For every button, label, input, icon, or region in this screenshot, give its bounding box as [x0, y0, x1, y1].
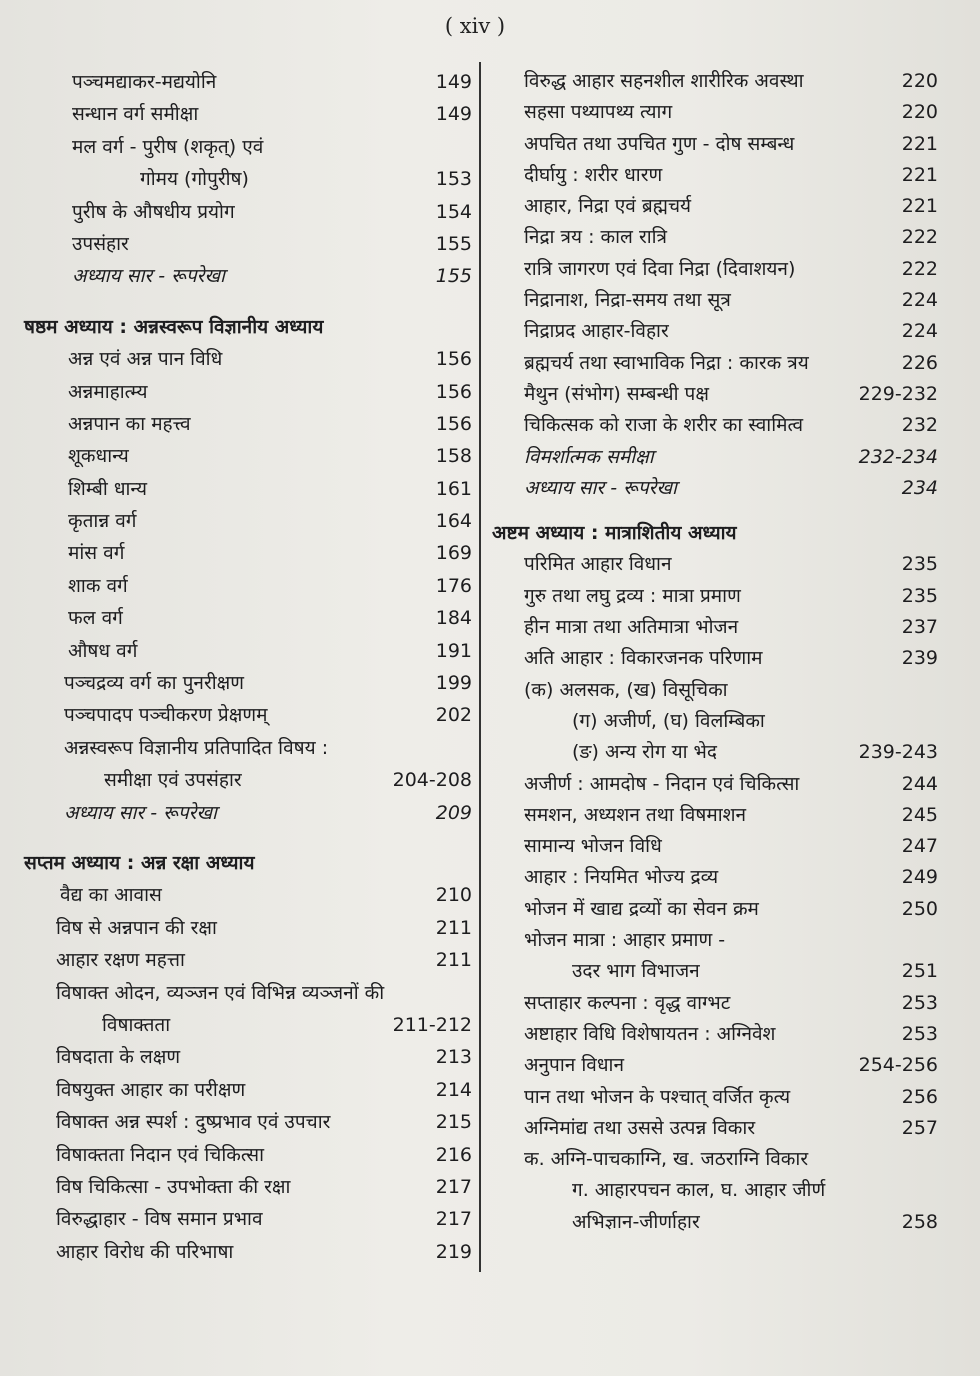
toc-entry: [492, 66, 938, 97]
toc-entry-title: विषयुक्त आहार का परीक्षण: [56, 1078, 246, 1101]
section-gap: [492, 504, 938, 518]
toc-entry: [40, 602, 472, 634]
right-column: [492, 66, 938, 1238]
toc-entry-page: 258: [901, 1210, 938, 1233]
toc-entry-page: 224: [901, 320, 938, 343]
toc-entry-title: दीर्घायु : शरीर धारण: [524, 163, 663, 186]
chapter-heading: [24, 847, 472, 879]
toc-entry-page: 164: [435, 510, 472, 533]
toc-entry-page: 211: [435, 949, 472, 972]
toc-entry: [492, 831, 938, 862]
toc-entry-title: शूकधान्य: [68, 445, 129, 468]
toc-entry: [40, 797, 472, 829]
toc-entry: [40, 66, 472, 98]
toc-entry: [492, 410, 938, 441]
toc-entry-title: पञ्चपादप पञ्चीकरण प्रेक्षणम्: [64, 704, 268, 727]
toc-entry: [40, 1041, 472, 1073]
toc-entry-title: अध्याय सार - रूपरेखा: [524, 476, 677, 499]
toc-entry: [492, 1019, 938, 1050]
toc-entry: [492, 1175, 938, 1206]
toc-entry-page: 191: [435, 639, 472, 662]
toc-entry-title: भोजन मात्रा : आहार प्रमाण -: [524, 929, 726, 952]
toc-entry-page: 217: [435, 1175, 472, 1198]
toc-entry-page: 202: [435, 704, 472, 727]
toc-entry-page: 220: [901, 101, 938, 124]
toc-entry-page: 169: [435, 542, 472, 565]
toc-entry: [40, 699, 472, 731]
toc-entry: [492, 1082, 938, 1113]
toc-entry: [492, 285, 938, 316]
toc-entry-page: 221: [901, 132, 938, 155]
toc-entry-title: ग. आहारपचन काल, घ. आहार जीर्ण: [572, 1179, 826, 1202]
toc-entry: [40, 196, 472, 228]
toc-entry: [492, 316, 938, 347]
toc-entry: [40, 570, 472, 602]
toc-entry-title: सप्ताहार कल्पना : वृद्ध वाग्भट: [524, 991, 731, 1014]
toc-entry-title: समशन, अध्यशन तथा विषमाशन: [524, 803, 747, 826]
toc-entry-title: विरुद्धाहार - विष समान प्रभाव: [56, 1208, 263, 1231]
toc-entry-title: अग्निमांद्य तथा उससे उत्पन्न विकार: [524, 1116, 756, 1139]
toc-entry: [492, 129, 938, 160]
toc-entry-title: अति आहार : विकारजनक परिणाम: [524, 647, 763, 670]
left-column: [24, 66, 472, 1268]
toc-entry: [40, 98, 472, 130]
toc-entry: [40, 635, 472, 667]
toc-entry-page: 253: [901, 991, 938, 1014]
toc-entry: [40, 667, 472, 699]
toc-entry-page: 149: [435, 103, 472, 126]
toc-entry: [40, 764, 472, 796]
toc-entry-title: ब्रह्मचर्य तथा स्वाभाविक निद्रा : कारक त्रय: [524, 351, 809, 374]
toc-entry: [492, 348, 938, 379]
toc-entry-page: 209: [435, 801, 472, 824]
chapter-heading: [24, 311, 472, 343]
toc-entry-title: निद्रानाश, निद्रा-समय तथा सूत्र: [524, 289, 731, 312]
page-number: ( xiv ): [444, 14, 506, 38]
toc-entry: [40, 944, 472, 976]
toc-entry: [492, 160, 938, 191]
toc-entry-page: 257: [901, 1116, 938, 1139]
toc-entry: [492, 925, 938, 956]
toc-entry-page: 234: [901, 476, 938, 499]
toc-entry-page: 232: [901, 414, 938, 437]
toc-entry-page: 239-243: [858, 741, 938, 764]
toc-entry-title: शिम्बी धान्य: [68, 477, 148, 500]
toc-entry-page: 239: [901, 647, 938, 670]
toc-entry: [40, 732, 472, 764]
toc-entry: [492, 737, 938, 768]
toc-entry: [40, 1203, 472, 1235]
toc-entry: [492, 254, 938, 285]
toc-entry-title: औषध वर्ग: [68, 639, 138, 662]
toc-entry: [492, 894, 938, 925]
toc-entry-page: 220: [901, 70, 938, 92]
toc-entry-title: (ग) अजीर्ण, (घ) विलम्बिका: [572, 709, 765, 732]
toc-entry-page: 215: [435, 1111, 472, 1134]
toc-entry-page: 204-208: [392, 769, 472, 792]
toc-entry: [492, 769, 938, 800]
toc-entry-title: मैथुन (संभोग) सम्बन्धी पक्ष: [524, 382, 709, 405]
toc-entry-title: अष्टाहार विधि विशेषायतन : अग्निवेश: [524, 1022, 776, 1045]
toc-entry-page: 219: [435, 1240, 472, 1263]
toc-entry-title: रात्रि जागरण एवं दिवा निद्रा (दिवाशयन): [524, 257, 796, 280]
toc-entry-title: विषाक्तता: [102, 1013, 171, 1036]
toc-entry: [40, 131, 472, 163]
toc-entry-title: फल वर्ग: [68, 607, 123, 630]
toc-entry-title: अन्नस्वरूप विज्ञानीय प्रतिपादित विषय :: [64, 736, 329, 759]
section-gap: [40, 829, 472, 847]
toc-entry-title: विमर्शात्मक समीक्षा: [524, 445, 654, 468]
toc-entry-page: 235: [901, 584, 938, 607]
toc-entry-page: 224: [901, 289, 938, 312]
toc-entry-title: अजीर्ण : आमदोष - निदान एवं चिकित्सा: [524, 772, 800, 795]
toc-entry-page: 154: [435, 200, 472, 223]
toc-entry: [40, 440, 472, 472]
toc-entry: [492, 442, 938, 473]
toc-entry-page: 250: [901, 897, 938, 920]
section-gap: [40, 293, 472, 311]
toc-entry-title: विष चिकित्सा - उपभोक्ता की रक्षा: [56, 1175, 291, 1198]
toc-entry-page: 184: [435, 607, 472, 630]
toc-entry-title: विरुद्ध आहार सहनशील शारीरिक अवस्था: [524, 70, 804, 92]
toc-entry-page: 256: [901, 1085, 938, 1108]
toc-entry-title: आहार रक्षण महत्ता: [56, 949, 185, 972]
toc-entry-title: शाक वर्ग: [68, 574, 128, 597]
toc-entry: [40, 1074, 472, 1106]
toc-entry-page: 222: [901, 226, 938, 249]
toc-entry-title: आहार, निद्रा एवं ब्रह्मचर्य: [524, 195, 692, 218]
toc-entry-title: क. अग्नि-पाचकाग्नि, ख. जठराग्नि विकार: [524, 1148, 809, 1171]
toc-entry: [492, 800, 938, 831]
toc-entry-title: अष्टम अध्याय : मात्राशितीय अध्याय: [492, 522, 737, 545]
toc-entry-page: 153: [435, 168, 472, 191]
toc-entry-page: 161: [435, 477, 472, 500]
toc-entry-page: 158: [435, 445, 472, 468]
toc-entry-title: पुरीष के औषधीय प्रयोग: [72, 200, 235, 223]
toc-entry-title: षष्ठम अध्याय : अन्नस्वरूप विज्ञानीय अध्याय: [24, 315, 324, 338]
toc-entry-page: 249: [901, 866, 938, 889]
toc-entry: [492, 222, 938, 253]
toc-entry-title: विषाक्त ओदन, व्यञ्जन एवं विभिन्न व्यञ्जनों की: [56, 981, 385, 1004]
column-divider: [479, 62, 481, 1272]
toc-entry-page: 251: [901, 960, 938, 983]
toc-entry: [40, 228, 472, 260]
toc-entry-page: 244: [901, 772, 938, 795]
toc-entry: [40, 376, 472, 408]
toc-entry: [40, 912, 472, 944]
toc-entry-title: अनुपान विधान: [524, 1054, 624, 1077]
toc-entry-page: 222: [901, 257, 938, 280]
toc-entry: [492, 97, 938, 128]
toc-entry: [40, 1009, 472, 1041]
toc-entry: [40, 977, 472, 1009]
toc-entry-title: अन्नपान का महत्त्व: [68, 412, 191, 435]
toc-entry-title: समीक्षा एवं उपसंहार: [104, 769, 242, 792]
toc-entry: [492, 1207, 938, 1238]
toc-entry-title: (क) अलसक, (ख) विसूचिका: [524, 678, 728, 701]
toc-entry-page: 229-232: [858, 382, 938, 405]
toc-entry-title: अन्न एवं अन्न पान विधि: [68, 348, 223, 371]
toc-entry-page: 211-212: [392, 1013, 472, 1036]
toc-entry: [40, 260, 472, 292]
toc-entry: [492, 643, 938, 674]
toc-entry-page: 237: [901, 616, 938, 639]
toc-entry-title: सन्धान वर्ग समीक्षा: [72, 103, 199, 126]
toc-entry-page: 156: [435, 412, 472, 435]
toc-entry-page: 210: [435, 884, 472, 907]
toc-entry-title: परिमित आहार विधान: [524, 553, 672, 576]
toc-entry-title: कृतान्न वर्ग: [68, 510, 137, 533]
toc-entry: [492, 988, 938, 1019]
toc-entry-page: 235: [901, 553, 938, 576]
toc-entry: [492, 1050, 938, 1081]
toc-entry-page: 199: [435, 672, 472, 695]
toc-entry-title: आहार विरोध की परिभाषा: [56, 1240, 234, 1263]
toc-entry: [40, 1106, 472, 1138]
toc-entry-title: अध्याय सार - रूपरेखा: [72, 265, 225, 288]
toc-entry-title: गोमय (गोपुरीष): [140, 168, 249, 191]
toc-entry-title: सहसा पथ्यापथ्य त्याग: [524, 101, 673, 124]
toc-entry-page: 214: [435, 1078, 472, 1101]
toc-entry-page: 156: [435, 348, 472, 371]
toc-entry: [492, 706, 938, 737]
toc-entry: [40, 1236, 472, 1268]
toc-entry-page: 253: [901, 1022, 938, 1045]
toc-entry-page: 221: [901, 195, 938, 218]
toc-entry-title: पञ्चमद्याकर-मद्ययोनि: [72, 71, 217, 93]
toc-entry-page: 245: [901, 803, 938, 826]
toc-entry: [40, 343, 472, 375]
toc-entry: [492, 956, 938, 987]
toc-entry-page: 176: [435, 574, 472, 597]
toc-entry: [492, 191, 938, 222]
toc-entry-title: सप्तम अध्याय : अन्न रक्षा अध्याय: [24, 851, 255, 874]
toc-entry-page: 149: [435, 71, 472, 93]
toc-entry: [492, 1113, 938, 1144]
toc-entry: [492, 379, 938, 410]
toc-entry-page: 217: [435, 1208, 472, 1231]
toc-entry-page: 155: [435, 232, 472, 255]
toc-entry-page: 226: [901, 351, 938, 374]
toc-entry: [40, 537, 472, 569]
toc-entry-page: 221: [901, 163, 938, 186]
toc-entry-title: अध्याय सार - रूपरेखा: [64, 801, 217, 824]
toc-entry-title: गुरु तथा लघु द्रव्य : मात्रा प्रमाण: [524, 584, 741, 607]
toc-entry-title: उदर भाग विभाजन: [572, 960, 700, 983]
toc-entry-title: विषाक्त अन्न स्पर्श : दुष्प्रभाव एवं उपचार: [56, 1111, 331, 1134]
toc-entry-title: पान तथा भोजन के पश्चात् वर्जित कृत्य: [524, 1085, 791, 1108]
toc-entry-page: 155: [435, 265, 472, 288]
toc-entry: [492, 1144, 938, 1175]
toc-entry-title: निद्राप्रद आहार-विहार: [524, 320, 669, 343]
toc-entry-title: अपचित तथा उपचित गुण - दोष सम्बन्ध: [524, 132, 795, 155]
toc-entry-title: सामान्य भोजन विधि: [524, 835, 662, 858]
toc-entry: [40, 1139, 472, 1171]
toc-entry: [492, 581, 938, 612]
toc-entry-page: 232-234: [858, 445, 938, 468]
toc-entry-title: उपसंहार: [72, 232, 129, 255]
toc-entry-title: निद्रा त्रय : काल रात्रि: [524, 226, 668, 249]
toc-entry: [40, 408, 472, 440]
toc-entry-title: मांस वर्ग: [68, 542, 125, 565]
toc-entry: [40, 163, 472, 195]
toc-entry-title: (ङ) अन्य रोग या भेद: [572, 741, 718, 764]
toc-entry-title: हीन मात्रा तथा अतिमात्रा भोजन: [524, 616, 739, 639]
toc-entry-title: अभिज्ञान-जीर्णाहार: [572, 1210, 700, 1233]
toc-entry: [40, 505, 472, 537]
chapter-heading: [492, 518, 938, 549]
toc-entry: [492, 549, 938, 580]
toc-entry-title: अन्नमाहात्म्य: [68, 380, 148, 403]
toc-entry-page: 216: [435, 1143, 472, 1166]
toc-entry-title: भोजन में खाद्य द्रव्यों का सेवन क्रम: [524, 897, 759, 920]
toc-entry-title: मल वर्ग - पुरीष (शकृत्) एवं: [72, 135, 264, 158]
toc-entry-title: आहार : नियमित भोज्य द्रव्य: [524, 866, 719, 889]
toc-entry-title: वैद्य का आवास: [60, 884, 162, 907]
toc-entry-page: 254-256: [858, 1054, 938, 1077]
toc-entry-page: 247: [901, 835, 938, 858]
toc-entry-title: विषाक्तता निदान एवं चिकित्सा: [56, 1143, 265, 1166]
toc-entry: [492, 675, 938, 706]
toc-entry-title: चिकित्सक को राजा के शरीर का स्वामित्व: [524, 414, 804, 437]
toc-entry: [492, 473, 938, 504]
toc-entry: [492, 862, 938, 893]
toc-entry-title: पञ्चद्रव्य वर्ग का पुनरीक्षण: [64, 672, 244, 695]
toc-entry: [40, 879, 472, 911]
toc-entry: [492, 612, 938, 643]
toc-entry-title: विषदाता के लक्षण: [56, 1046, 181, 1069]
toc-entry: [40, 473, 472, 505]
toc-entry-page: 211: [435, 916, 472, 939]
toc-entry-page: 213: [435, 1046, 472, 1069]
toc-entry: [40, 1171, 472, 1203]
toc-entry-page: 156: [435, 380, 472, 403]
toc-entry-title: विष से अन्नपान की रक्षा: [56, 916, 217, 939]
